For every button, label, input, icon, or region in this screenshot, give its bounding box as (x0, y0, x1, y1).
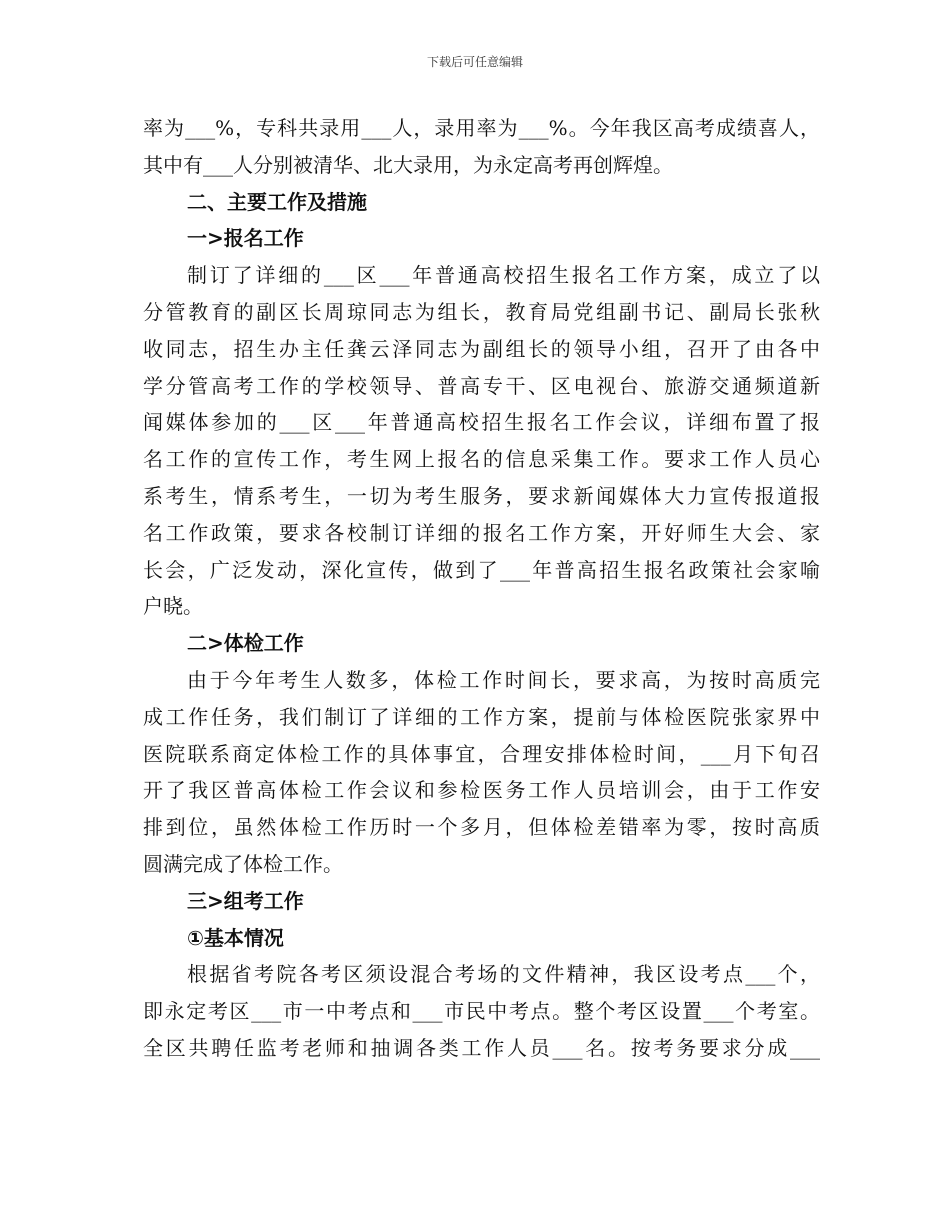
paragraph-line: 系考生，情系考生，一切为考生服务，要求新闻媒体大力宣传报道报 (143, 483, 820, 508)
paragraph-line: 学分管高考工作的学校领导、普高专干、区电视台、旅游交通频道新 (143, 373, 820, 398)
page-header: 下载后可任意编辑 (426, 55, 523, 69)
paragraph-line: 医院联系商定体检工作的具体事宜，合理安排体检时间，___月下旬召 (143, 741, 820, 766)
section-heading: 二>体检工作 (187, 631, 304, 656)
paragraph-last-line: 圆满完成了体检工作。 (143, 851, 343, 876)
paragraph-first-line: 制订了详细的___区___年普通高校招生报名工作方案，成立了以 (187, 263, 820, 288)
section-heading: ①基本情况 (187, 925, 284, 950)
paragraph-line: 名工作的宣传工作，考生网上报名的信息采集工作。要求工作人员心 (143, 447, 820, 472)
paragraph-line: 开了我区普高体检工作会议和参检医务工作人员培训会，由于工作安 (143, 778, 820, 803)
section-heading: 二、主要工作及措施 (187, 189, 367, 214)
paragraph-first-line: 由于今年考生人数多，体检工作时间长，要求高，为按时高质完 (187, 667, 820, 692)
paragraph-line: 率为___%，专科共录用___人，录用率为___%。今年我区高考成绩喜人， (143, 116, 820, 140)
section-heading: 三>组考工作 (187, 888, 304, 913)
document-body (143, 110, 820, 1067)
paragraph-line: 分管教育的副区长周琼同志为组长，教育局党组副书记、副局长张秋 (143, 299, 820, 324)
paragraph-last-line: 其中有___人分别被清华、北大录用，为永定高考再创辉煌。 (143, 152, 673, 177)
paragraph-line: 排到位，虽然体检工作历时一个多月，但体检差错率为零，按时高质 (143, 815, 820, 840)
paragraph-last-line: 户晓。 (143, 594, 203, 619)
paragraph-line: 即永定考区___市一中考点和___市民中考点。整个考区设置___个考室。 (143, 999, 820, 1024)
paragraph-line: 长会，广泛发动，深化宣传，做到了___年普高招生报名政策社会家喻 (143, 557, 820, 582)
paragraph-line: 成工作任务，我们制订了详细的工作方案，提前与体检医院张家界中 (143, 704, 820, 729)
paragraph-line: 闻媒体参加的___区___年普通高校招生报名工作会议，详细布置了报 (143, 410, 820, 435)
paragraph-line: 名工作政策，要求各校制订详细的报名工作方案，开好师生大会、家 (143, 520, 820, 545)
paragraph-line: 收同志，招生办主任龚云泽同志为副组长的领导小组，召开了由各中 (143, 336, 820, 361)
paragraph-first-line: 根据省考院各考区须设混合考场的文件精神，我区设考点___个， (187, 962, 820, 987)
paragraph-line: 全区共聘任监考老师和抽调各类工作人员___名。按考务要求分成___ (143, 1035, 820, 1060)
section-heading: 一>报名工作 (187, 226, 304, 251)
